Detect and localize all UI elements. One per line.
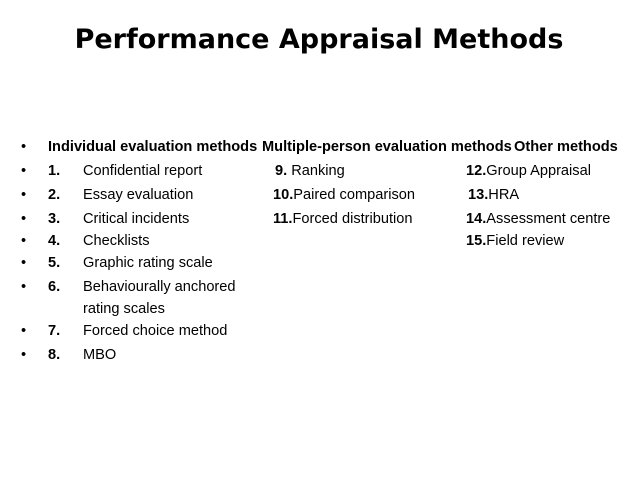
method-text: Forced distribution bbox=[292, 211, 413, 227]
method-text: Checklists bbox=[83, 233, 150, 249]
multiple-method-item bbox=[273, 185, 415, 205]
method-text: Field review bbox=[486, 233, 565, 249]
method-number: 2. bbox=[48, 187, 61, 203]
other-method-item bbox=[466, 161, 591, 181]
method-text: Confidential report bbox=[83, 163, 203, 179]
method-text: Ranking bbox=[287, 163, 345, 179]
method-text: Forced choice method bbox=[83, 323, 228, 339]
bullet-marker: • bbox=[21, 347, 27, 363]
header-individual-methods: Individual evaluation methods bbox=[48, 139, 258, 155]
other-method-item bbox=[466, 209, 610, 229]
method-text: MBO bbox=[83, 347, 117, 363]
method-text: Essay evaluation bbox=[83, 187, 194, 203]
slide-title: Performance Appraisal Methods bbox=[74, 24, 564, 55]
bullet-marker: • bbox=[21, 255, 27, 271]
method-number: 12. bbox=[466, 163, 487, 179]
method-number: 3. bbox=[48, 211, 61, 227]
method-number: 1. bbox=[48, 163, 61, 179]
other-method-item bbox=[466, 231, 564, 251]
method-text: Critical incidents bbox=[83, 211, 190, 227]
header-other-methods: Other methods bbox=[514, 139, 618, 155]
bullet-marker: • bbox=[21, 323, 27, 339]
method-number: 9. bbox=[275, 163, 288, 179]
method-text: Group Appraisal bbox=[486, 163, 591, 179]
method-text-continuation: rating scales bbox=[83, 301, 165, 317]
bullet-marker: • bbox=[21, 211, 27, 227]
multiple-method-item bbox=[275, 161, 345, 181]
multiple-method-item bbox=[273, 209, 413, 229]
method-number: 14. bbox=[466, 211, 487, 227]
bullet-marker: • bbox=[21, 233, 27, 249]
method-text: Graphic rating scale bbox=[83, 255, 213, 271]
bullet-marker: • bbox=[21, 139, 27, 155]
method-text: Paired comparison bbox=[293, 187, 415, 203]
method-number: 8. bbox=[48, 347, 61, 363]
bullet-marker: • bbox=[21, 279, 27, 295]
method-text: HRA bbox=[488, 187, 520, 203]
method-text: Assessment centre bbox=[486, 211, 611, 227]
other-method-item bbox=[468, 185, 519, 205]
header-multiple-person-methods: Multiple-person evaluation methods bbox=[262, 139, 512, 155]
method-number: 15. bbox=[466, 233, 487, 249]
method-number: 13. bbox=[468, 187, 489, 203]
bullet-marker: • bbox=[21, 163, 27, 179]
method-number: 6. bbox=[48, 279, 61, 295]
bullet-marker: • bbox=[21, 187, 27, 203]
method-text: Behaviourally anchored bbox=[83, 279, 236, 295]
method-number: 11. bbox=[273, 211, 293, 227]
method-number: 10. bbox=[273, 187, 294, 203]
method-number: 7. bbox=[48, 323, 61, 339]
method-number: 4. bbox=[48, 233, 61, 249]
method-number: 5. bbox=[48, 255, 61, 271]
